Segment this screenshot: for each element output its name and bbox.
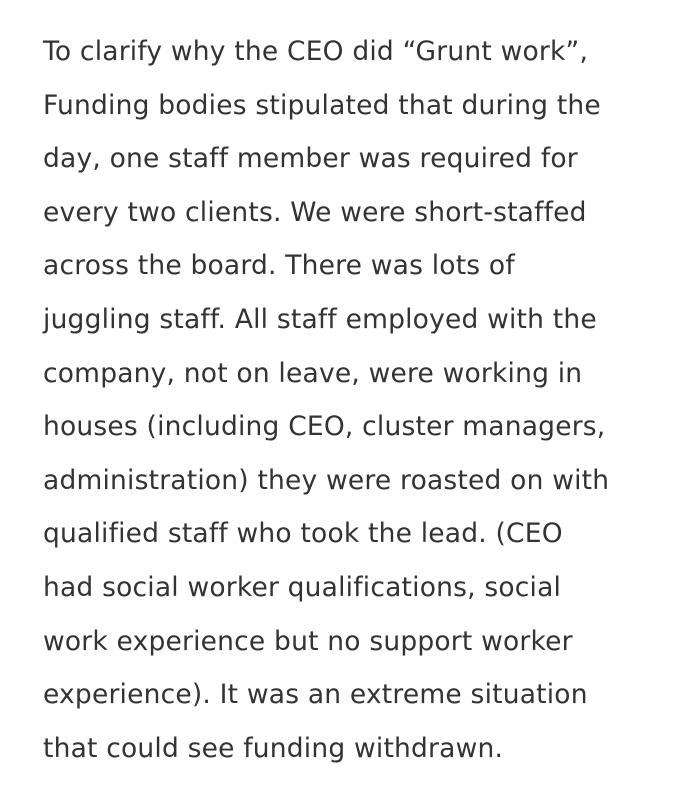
text-line: qualified staff who took the lead. (CEO: [43, 518, 563, 550]
text-line: that could see funding withdrawn.: [43, 732, 504, 764]
text-line: experience). It was an extreme situation: [43, 679, 588, 711]
text-line: company, not on leave, were working in: [43, 357, 583, 389]
text-line: houses (including CEO, cluster managers,: [43, 411, 606, 443]
text-line: work experience but no support worker: [43, 625, 573, 657]
text-line: Funding bodies stipulated that during the: [43, 89, 601, 121]
text-line: To clarify why the CEO did “Grunt work”,: [43, 36, 589, 67]
text-line: juggling staff. All staff employed with the: [43, 303, 597, 335]
text-line: administration) they were roasted on with: [43, 464, 610, 496]
text-line: every two clients. We were short-staffed: [43, 196, 587, 228]
text-line: had social worker qualifications, social: [43, 571, 562, 603]
text-line: across the board. There was lots of: [43, 250, 515, 282]
text-line: day, one staff member was required for: [43, 143, 578, 175]
